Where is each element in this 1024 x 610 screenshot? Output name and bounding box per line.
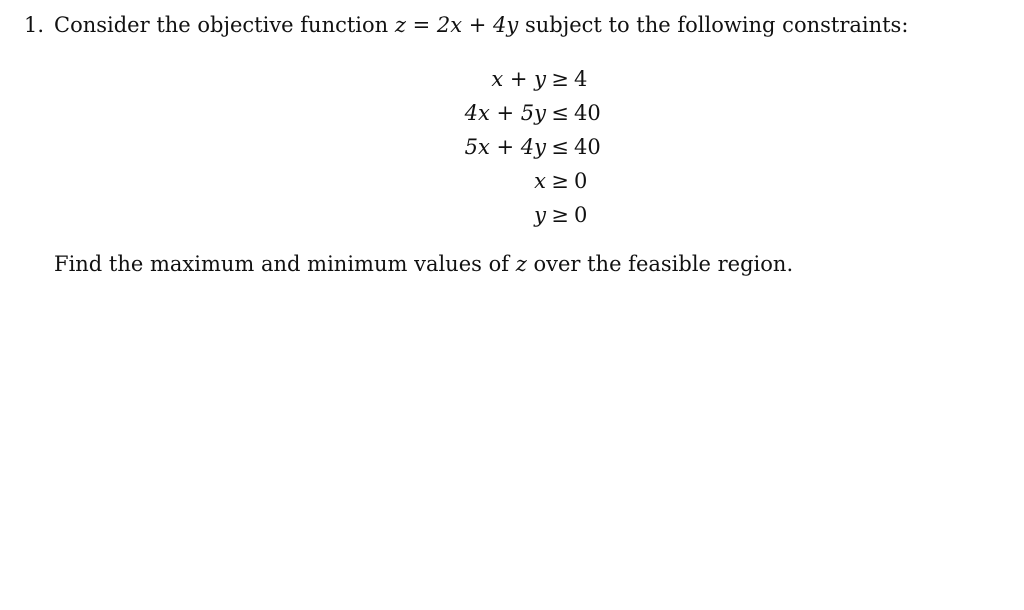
constraint-lhs: 4x + 5y (464, 101, 546, 125)
question-text (54, 250, 793, 278)
problem-statement (24, 11, 908, 39)
constraint-row (430, 198, 650, 232)
constraint-list (430, 62, 650, 232)
constraint-rhs: 40 (574, 101, 601, 125)
constraint-rhs: 40 (574, 135, 601, 159)
constraint-lhs: y (534, 203, 546, 227)
question-suffix: over the feasible region. (533, 252, 794, 276)
constraint-relation: ≥ (551, 203, 569, 227)
constraint-relation: ≥ (551, 67, 569, 91)
constraint-relation: ≤ (551, 101, 569, 125)
problem-number: 1. (24, 13, 45, 37)
constraint-relation: ≤ (551, 135, 569, 159)
constraint-rhs: 4 (574, 67, 588, 91)
constraint-relation: ≥ (551, 169, 569, 193)
objective-function: z = 2x + 4y (394, 13, 519, 37)
constraint-rhs: 0 (574, 203, 588, 227)
question-prefix: Find the maximum and minimum values of (54, 252, 509, 276)
question-variable: z (515, 252, 527, 276)
constraint-row (430, 62, 650, 96)
problem-intro: Consider the objective function (54, 13, 389, 37)
constraint-lhs: 5x + 4y (464, 135, 546, 159)
constraint-row (430, 96, 650, 130)
constraints-intro: subject to the following constraints: (524, 13, 909, 37)
constraint-lhs: x (534, 169, 546, 193)
constraint-lhs: x + y (491, 67, 546, 91)
constraint-row (430, 130, 650, 164)
constraint-row (430, 164, 650, 198)
constraint-rhs: 0 (574, 169, 588, 193)
